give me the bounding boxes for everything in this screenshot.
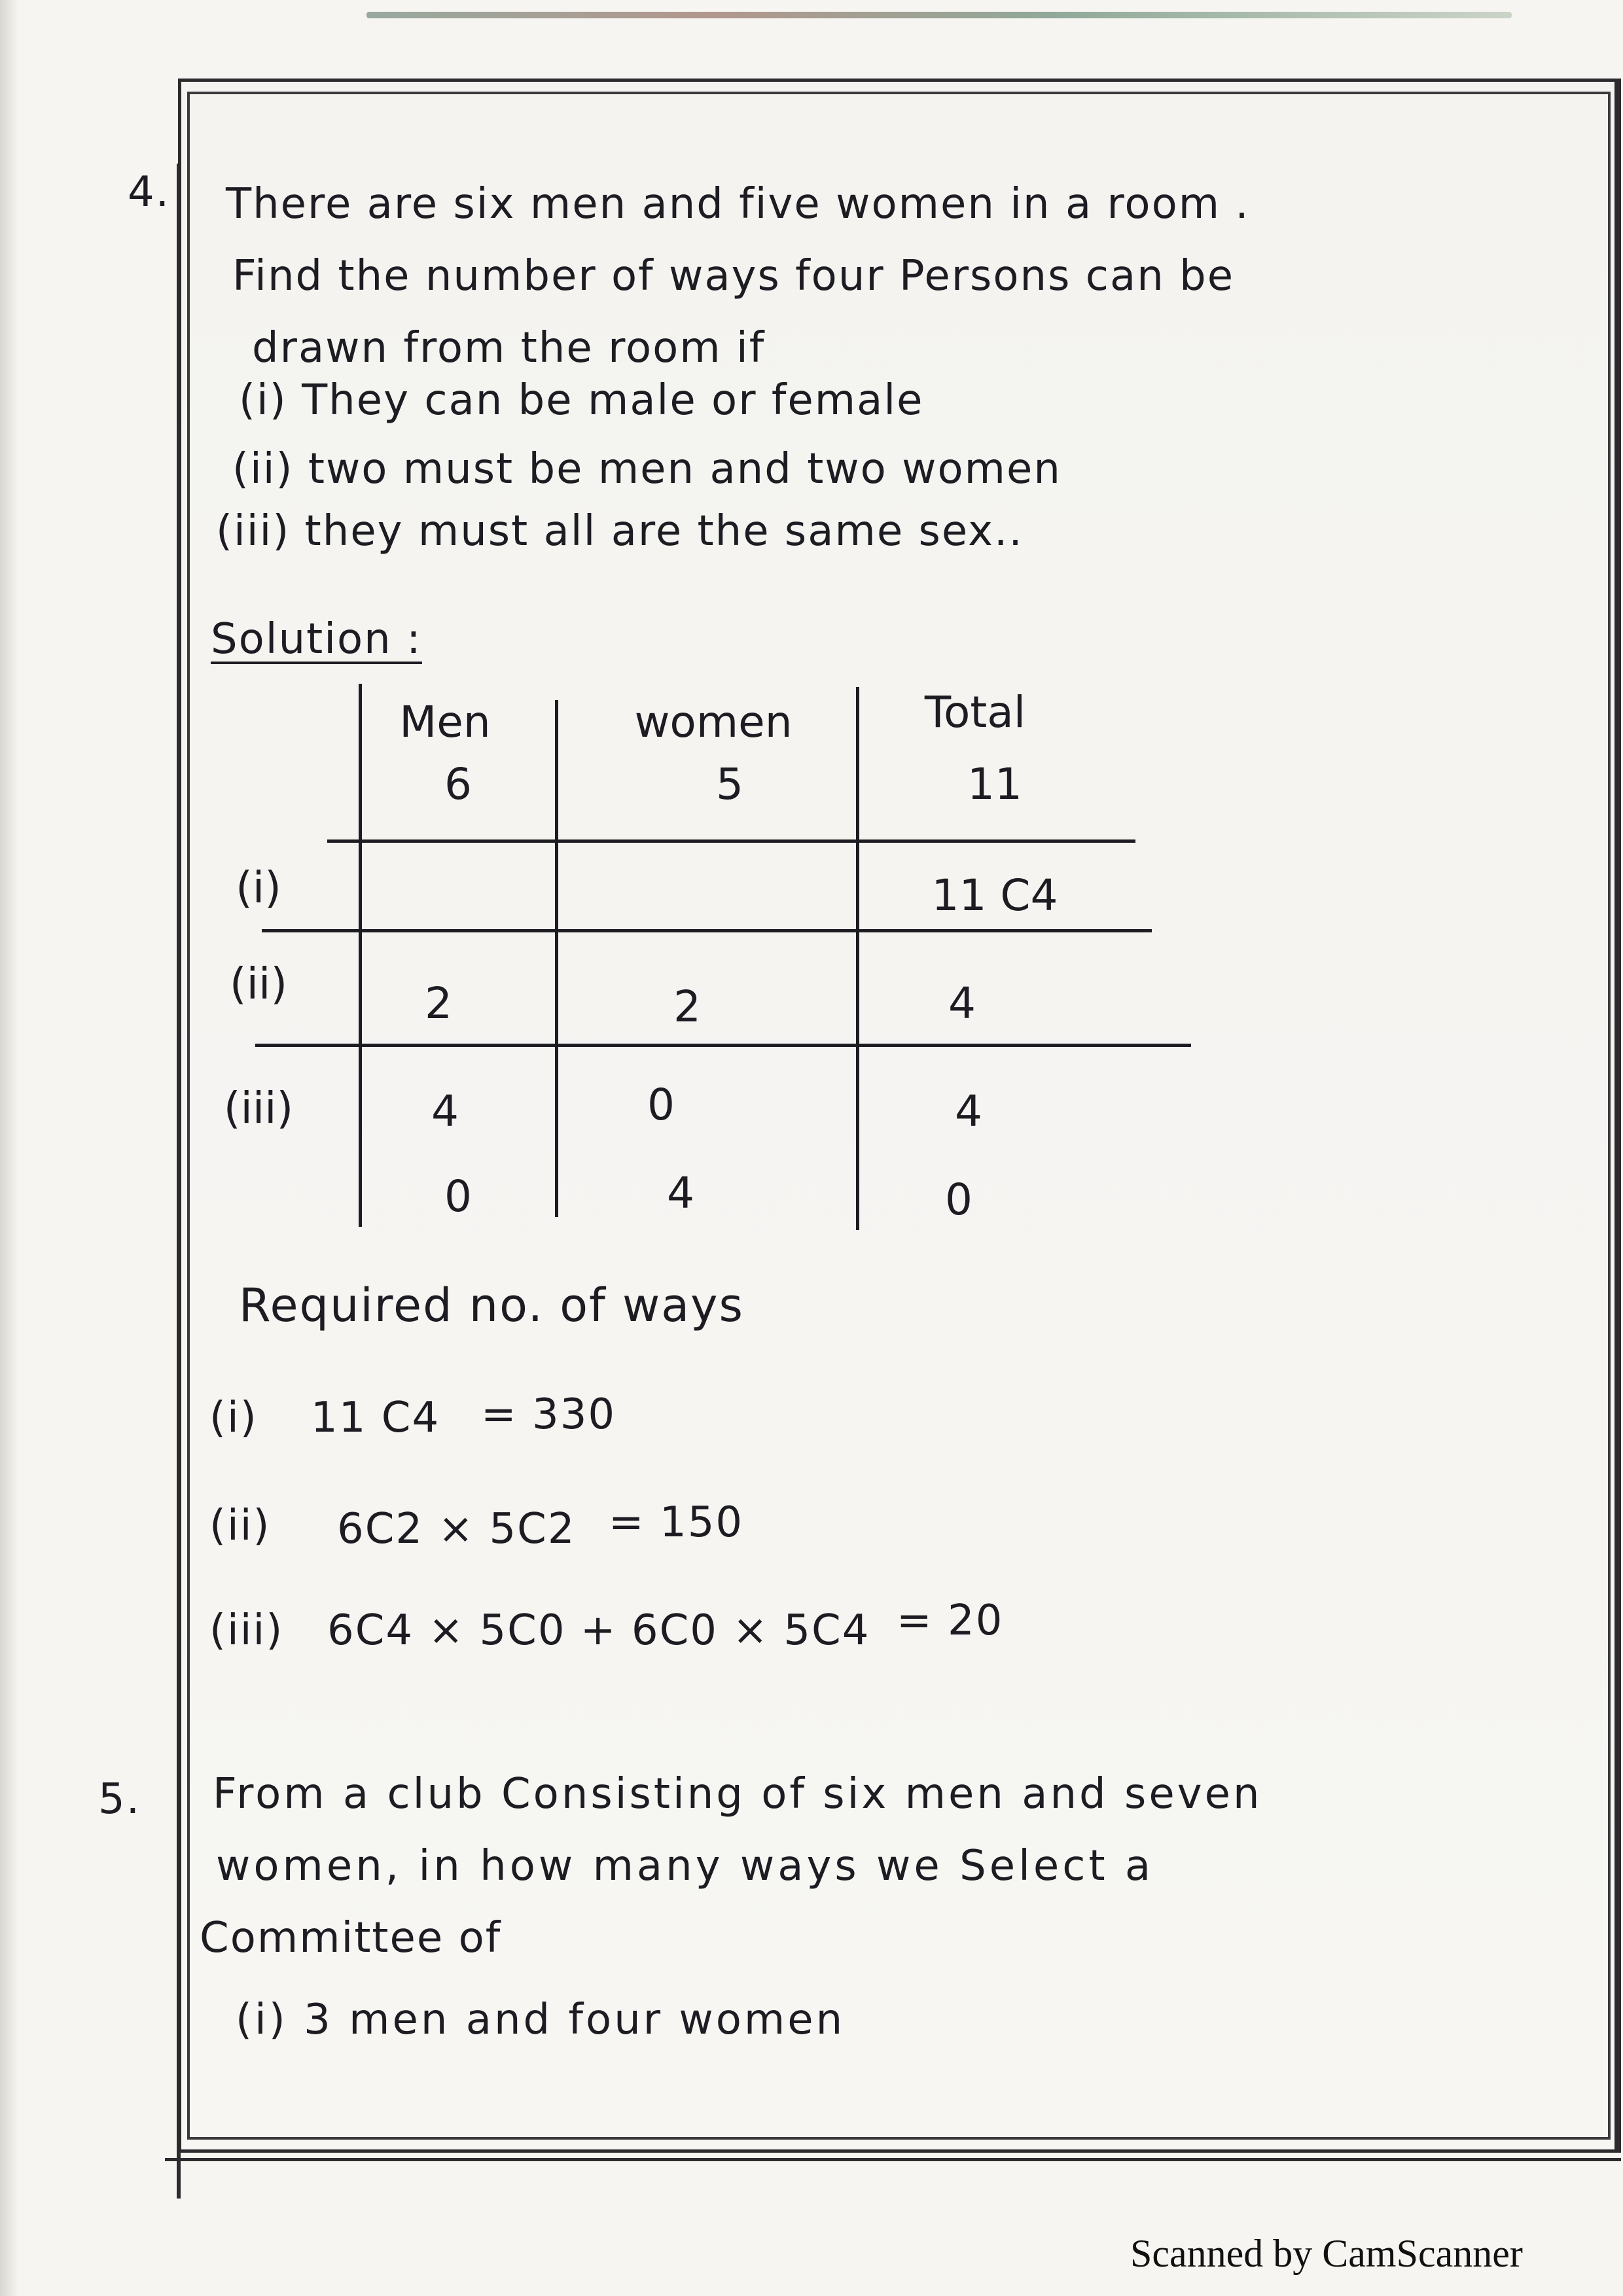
table-vline-1	[359, 684, 362, 1227]
table-cell: 4	[948, 978, 976, 1029]
table-hline-1	[327, 839, 1135, 843]
row-label: (ii)	[229, 959, 288, 1009]
table-cell: 0	[647, 1080, 675, 1130]
q4-part-iii: (iii) they must all are the same sex..	[216, 507, 1024, 556]
header-women: women	[634, 697, 793, 747]
answer-i-label: (i)	[209, 1394, 258, 1442]
table-hline-2	[262, 929, 1152, 932]
page-shadow	[0, 0, 18, 2296]
answer-ii-expr: 6C2 × 5C2	[337, 1505, 576, 1553]
answer-ii-label: (ii)	[209, 1502, 271, 1550]
question-5-number: 5.	[98, 1775, 141, 1824]
total-women: 5	[716, 759, 743, 809]
answer-i-expr: 11 C4	[311, 1394, 440, 1442]
table-hline-3	[255, 1044, 1191, 1047]
answer-iii-label: (iii)	[209, 1606, 284, 1655]
required-heading: Required no. of ways	[239, 1279, 745, 1332]
table-cell: 11 C4	[931, 870, 1058, 921]
table-cell: 4	[667, 1168, 694, 1218]
answer-iii-result: = 20	[897, 1597, 1004, 1645]
answer-i-result: = 330	[481, 1390, 616, 1439]
q5-line-3: Committee of	[200, 1914, 502, 1962]
q4-part-ii: (ii) two must be men and two women	[232, 445, 1061, 493]
q5-line-1: From a club Consisting of six men and seven	[213, 1770, 1262, 1818]
row-label: (iii)	[223, 1083, 294, 1133]
q4-line-2: Find the number of ways four Persons can be	[232, 252, 1235, 300]
row-label: (i)	[236, 862, 281, 913]
table-vline-2	[555, 700, 558, 1217]
table-cell: 4	[431, 1086, 459, 1137]
header-total: Total	[924, 687, 1026, 737]
bottom-rule	[165, 2158, 1621, 2161]
solution-heading: Solution :	[211, 615, 422, 663]
scanner-watermark: Scanned by CamScanner	[1130, 2232, 1523, 2275]
total-all: 11	[967, 759, 1022, 809]
q5-line-2: women, in how many ways we Select a	[216, 1842, 1154, 1890]
table-cell: 0	[945, 1174, 972, 1225]
table-cell: 2	[425, 978, 452, 1029]
binding-strip	[366, 12, 1512, 18]
question-4-number: 4.	[128, 168, 171, 217]
answer-iii-expr: 6C4 × 5C0 + 6C0 × 5C4	[327, 1606, 870, 1655]
header-men: Men	[399, 697, 491, 747]
table-cell: 4	[955, 1086, 982, 1137]
answer-ii-result: = 150	[609, 1498, 744, 1547]
q4-part-i: (i) They can be male or female	[239, 376, 924, 425]
q4-line-1: There are six men and five women in a room .	[226, 180, 1250, 228]
total-men: 6	[444, 759, 472, 809]
margin-line	[177, 164, 181, 2199]
table-cell: 2	[673, 981, 701, 1032]
q5-part-i: (i) 3 men and four women	[236, 1996, 846, 2044]
q4-line-3: drawn from the room if	[252, 324, 766, 372]
table-cell: 0	[444, 1171, 472, 1222]
